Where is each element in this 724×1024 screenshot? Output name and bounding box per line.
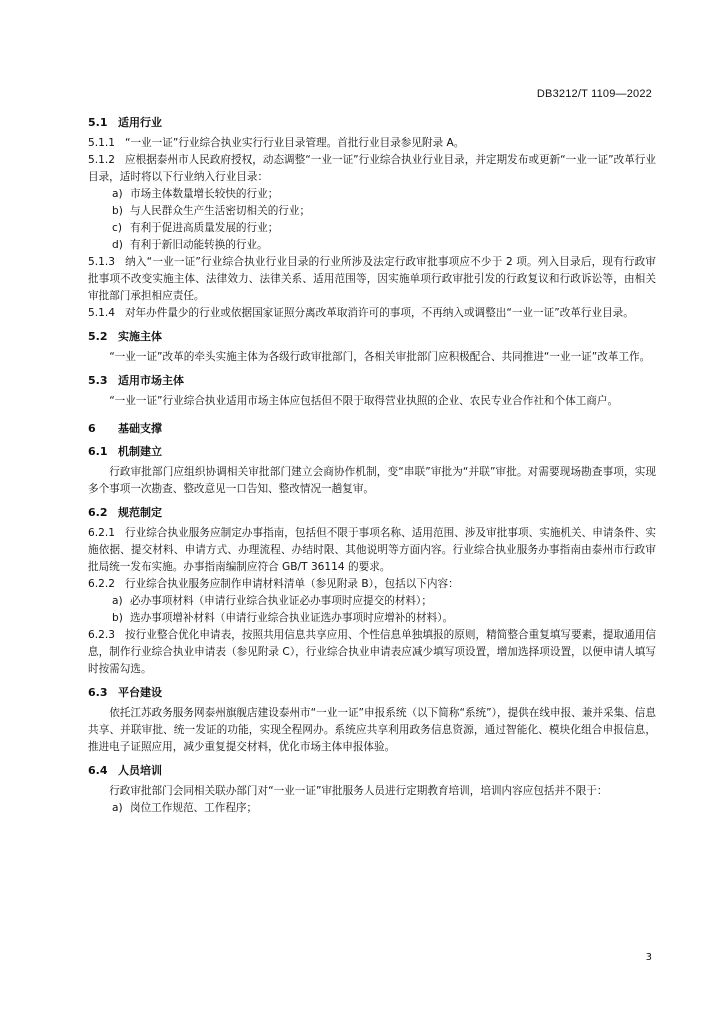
section-title: 平台建设 <box>118 686 162 699</box>
section-6-heading <box>88 420 656 437</box>
list-label: d) <box>112 239 123 251</box>
list-text: 岗位工作规范、工作程序； <box>130 802 258 814</box>
document-body <box>88 108 656 817</box>
list-item <box>88 220 656 237</box>
clause-number: 5.1.3 <box>88 256 115 268</box>
list-label: b) <box>112 205 123 217</box>
clause-text: 按行业整合优化申请表，按照共用信息共享应用、个性信息单独填报的原则，精简整合重复填写要素，提取通用信息，制作行业综合执业申请表（参见附录 C），行业综合执业申请表应减少填写项设置，增加选择项设置，以便申请人填写时按需勾选。 <box>88 629 656 675</box>
section-5-3-heading <box>88 372 656 389</box>
list-item <box>88 237 656 254</box>
section-5-1-heading <box>88 114 656 131</box>
section-number: 6.3 <box>88 686 108 699</box>
clause-number: 6.2.1 <box>88 527 115 539</box>
clause-text: 行业综合执业服务应制定办事指南，包括但不限于事项名称、适用范围、涉及审批事项、实施机关、申请条件、实施依据、提交材料、申请方式、办理流程、办结时限、其他说明等方面内容。行业综合执业服务办事指南由泰州市行政审批局统一发布实施。办事指南编制应符合 GB/T 36114 的要求。 <box>88 527 656 573</box>
clause-6-2-2 <box>88 576 656 593</box>
list-item <box>88 610 656 627</box>
section-title: 人员培训 <box>118 764 162 777</box>
section-number: 6 <box>88 422 96 435</box>
section-5-2-heading <box>88 328 656 345</box>
section-number: 5.3 <box>88 374 108 387</box>
clause-text: 行业综合执业服务应制作申请材料清单（参见附录 B），包括以下内容： <box>124 578 459 590</box>
clause-text: 应根据泰州市人民政府授权，动态调整“一业一证”行业综合执业行业目录，并定期发布或更新“一业一证”改革行业目录，适时将以下行业纳入行业目录： <box>88 154 656 183</box>
section-title: 机制建立 <box>118 445 162 458</box>
list-text: 与人民群众生产生活密切相关的行业； <box>130 205 311 217</box>
page-number: 3 <box>645 952 652 963</box>
section-6-1-text: 行政审批部门应组织协调相关审批部门建立会商协作机制，变“串联”审批为“并联”审批。对需要现场勘查事项，实现多个事项一次勘查、整改意见一口告知、整改情况一趟复审。 <box>88 466 656 495</box>
section-title: 规范制定 <box>118 506 162 519</box>
section-number: 6.2 <box>88 506 108 519</box>
clause-text: 对年办件量少的行业或依据国家证照分离改革取消许可的事项，不再纳入或调整出“一业一证”改革行业目录。 <box>124 307 634 319</box>
clause-6-2-1 <box>88 525 656 576</box>
list-label: b) <box>112 612 123 624</box>
section-number: 5.1 <box>88 116 108 129</box>
section-title: 适用市场主体 <box>118 374 184 387</box>
clause-5-1-1 <box>88 135 656 152</box>
list-text: 有利于新旧动能转换的行业。 <box>130 239 268 251</box>
clause-5-1-4 <box>88 305 656 322</box>
list-label: a) <box>112 802 123 814</box>
list-label: a) <box>112 595 123 607</box>
section-number: 6.1 <box>88 445 108 458</box>
section-5-2-text: “一业一证”改革的牵头实施主体为各级行政审批部门，各相关审批部门应积极配合、共同推进“一业一证”改革工作。 <box>109 351 651 363</box>
section-title: 适用行业 <box>118 116 162 129</box>
section-6-2-heading <box>88 504 656 521</box>
clause-5-1-3 <box>88 254 656 305</box>
section-title: 实施主体 <box>118 330 162 343</box>
list-item <box>88 186 656 203</box>
clause-number: 5.1.4 <box>88 307 115 319</box>
clause-number: 5.1.1 <box>88 137 115 149</box>
section-6-4-heading <box>88 762 656 779</box>
list-text: 有利于促进高质量发展的行业； <box>130 222 279 234</box>
section-6-4-text: 行政审批部门会同相关联办部门对“一业一证”审批服务人员进行定期教育培训，培训内容应包括并不限于： <box>109 785 608 797</box>
section-6-1-heading <box>88 443 656 460</box>
section-6-3-heading <box>88 684 656 701</box>
list-text: 必办事项材料（申请行业综合执业证必办事项时应提交的材料）； <box>130 595 432 607</box>
section-number: 5.2 <box>88 330 108 343</box>
clause-number: 6.2.3 <box>88 629 115 641</box>
section-number: 6.4 <box>88 764 108 777</box>
list-label: c) <box>112 222 122 234</box>
list-item <box>88 593 656 610</box>
clause-number: 5.1.2 <box>88 154 115 166</box>
section-6-3-text: 依托江苏政务服务网泰州旗舰店建设泰州市“一业一证”申报系统（以下简称“系统”），提供在线申报、兼并采集、信息共享、并联审批、统一发证的功能，实现全程网办。系统应共享利用政务信息资源，通过智能化、模块化组合申报信息，推进电子证照应用，减少重复提交材料，优化市场主体申报体验。 <box>88 707 656 753</box>
clause-number: 6.2.2 <box>88 578 115 590</box>
clause-6-2-3 <box>88 627 656 678</box>
list-item <box>88 203 656 220</box>
list-label: a) <box>112 188 123 200</box>
section-5-3-text: “一业一证”行业综合执业适用市场主体应包括但不限于取得营业执照的企业、农民专业合作社和个体工商户。 <box>109 395 619 407</box>
list-item <box>88 800 656 817</box>
clause-text: 纳入“一业一证”行业综合执业行业目录的行业所涉及法定行政审批事项应不少于 2 项。列入目录后，现有行政审批事项不改变实施主体、法律效力、法律关系、适用范围等，因实施单项行政审批引发的行政复议和行政诉讼等，由相关审批部门承担相应责任。 <box>88 256 656 302</box>
list-text: 选办事项增补材料（申请行业综合执业证选办事项时应增补的材料）。 <box>130 612 454 624</box>
document-code: DB3212/T 1109—2022 <box>536 88 652 100</box>
clause-text: “一业一证”行业综合执业实行行业目录管理。首批行业目录参见附录 A。 <box>124 137 465 149</box>
list-text: 市场主体数量增长较快的行业； <box>130 188 279 200</box>
clause-5-1-2 <box>88 152 656 186</box>
section-title: 基础支撑 <box>118 422 162 435</box>
